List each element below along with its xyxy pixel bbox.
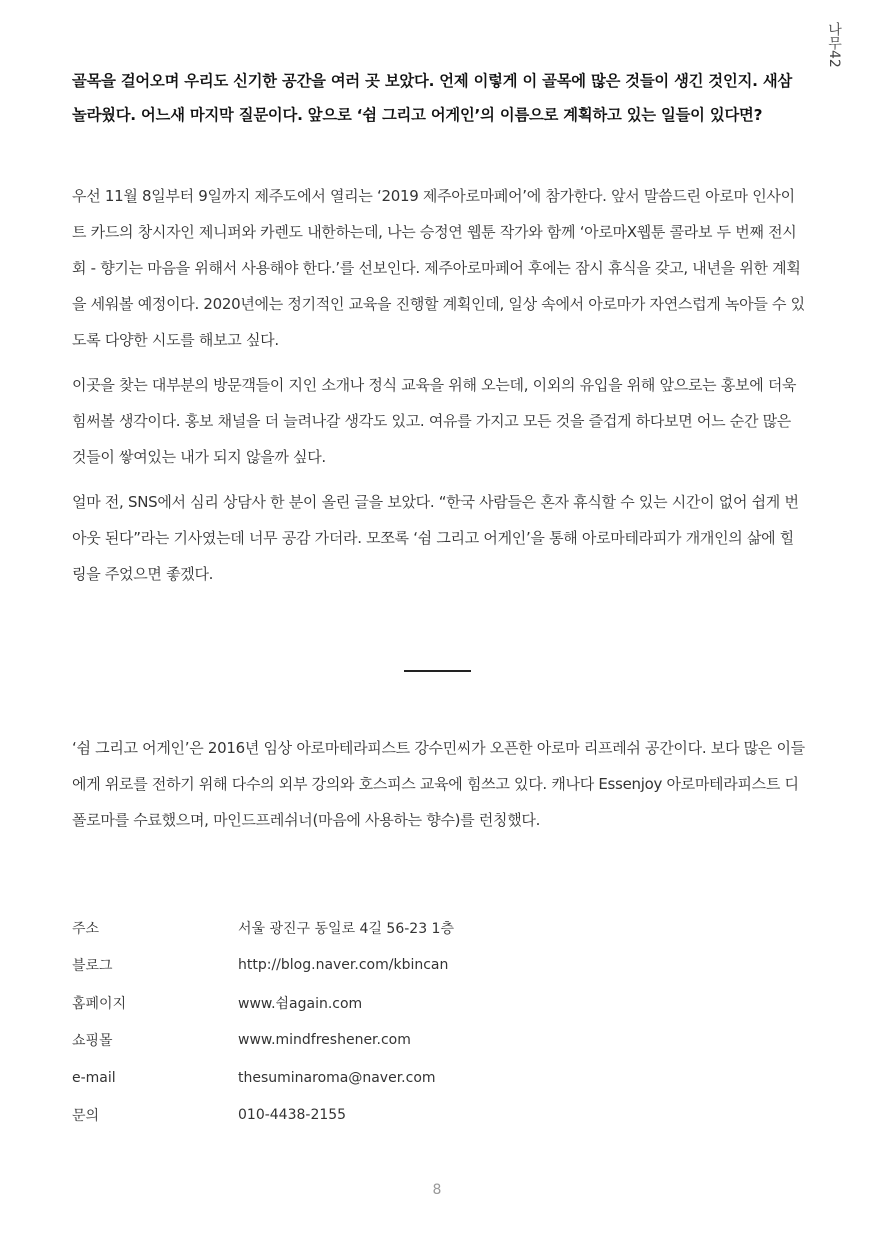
contact-info-list — [72, 909, 772, 1134]
page-number: 8 — [432, 1182, 442, 1198]
answer-paragraph-3: 얼마 전, SNS에서 심리 상담사 한 분이 올린 글을 보았다. “한국 사람들은 혼자 휴식할 수 있는 시간이 없어 쉽게 번 아웃 된다”라는 기사였는데 너무 공감 가더라. 모쪼록 ‘쉼 그리고 어게인’을 통해 아로마테라피가 개개인의 삶에 힐링을 주었으면 좋겠다. — [72, 493, 799, 583]
email-link[interactable]: thesuminaroma@naver.com — [238, 1069, 436, 1086]
info-label: 쇼핑몰 — [72, 1033, 113, 1050]
answer-paragraph-2: 이곳을 찾는 대부분의 방문객들이 지인 소개나 정식 교육을 위해 오는데, 이외의 유입을 위해 앞으로는 홍보에 더욱 힘써볼 생각이다. 홍보 채널을 더 늘려나갈 생각도 있고. 여유를 가지고 모든 것을 즐겁게 하다보면 어느 순간 많은 것들이 쌓여있는 내가 되지 않을까 싶다. — [72, 376, 797, 466]
info-label: 문의 — [72, 1108, 100, 1125]
address-value: 서울 광진구 동일로 4길 56-23 1층 — [238, 920, 454, 937]
interview-question: 골목을 걸어오며 우리도 신기한 공간을 여러 곳 보았다. 언제 이렇게 이 골목에 많은 것들이 생긴 것인지. 새삼 놀라웠다. 어느새 마지막 질문이다. 앞으로 ‘쉼 그리고 어게인’의 이름으로 계획하고 있는 일들이 있다면? — [72, 72, 793, 124]
info-row-shop — [72, 1022, 772, 1060]
answer-paragraph-1: 우선 11월 8일부터 9일까지 제주도에서 열리는 ‘2019 제주아로마페어’에 참가한다. 앞서 말씀드린 아로마 인사이트 카드의 창시자인 제니퍼와 카렌도 내한하는데, 나는 승정연 웹툰 작가와 함께 ‘아로마X웹툰 콜라보 두 번째 전시회 - 향기는 마음을 위해서 사용해야 한다.’를 선보인다. 제주아로마페어 후에는 잠시 휴식을 갖고, 내년을 위한 계획을 세워볼 예정이다. 2020년에는 정기적인 교육을 진행할 계획인데, 일상 속에서 아로마가 자연스럽게 녹아들 수 있도록 다양한 시도를 해보고 싶다. — [72, 187, 805, 349]
info-row-homepage — [72, 984, 772, 1022]
info-row-blog — [72, 947, 772, 985]
info-label: 홈페이지 — [72, 995, 127, 1012]
info-row-address — [72, 909, 772, 947]
info-label: e-mail — [72, 1069, 116, 1086]
shop-bio: ‘쉼 그리고 어게인’은 2016년 임상 아로마테라피스트 강수민씨가 오픈한 아로마 리프레쉬 공간이다. 보다 많은 이들에게 위로를 전하기 위해 다수의 외부 강의와 호스피스 교육에 힘쓰고 있다. 캐나다 Essenjoy 아로마테라피스트 디폴로마를 수료했으며, 마인드프레쉬너(마음에 사용하는 향수)를 런칭했다. — [72, 739, 805, 829]
blog-link[interactable]: http://blog.naver.com/kbincan — [238, 957, 449, 974]
section-label: 나무42 — [826, 22, 842, 68]
info-label: 주소 — [72, 920, 100, 937]
section-divider — [404, 670, 471, 672]
info-label: 블로그 — [72, 958, 113, 975]
homepage-link[interactable]: www.쉼again.com — [238, 995, 363, 1012]
info-row-email — [72, 1059, 772, 1097]
shop-link[interactable]: www.mindfreshener.com — [238, 1032, 411, 1049]
info-row-phone — [72, 1097, 772, 1135]
phone-value: 010-4438-2155 — [238, 1107, 347, 1124]
